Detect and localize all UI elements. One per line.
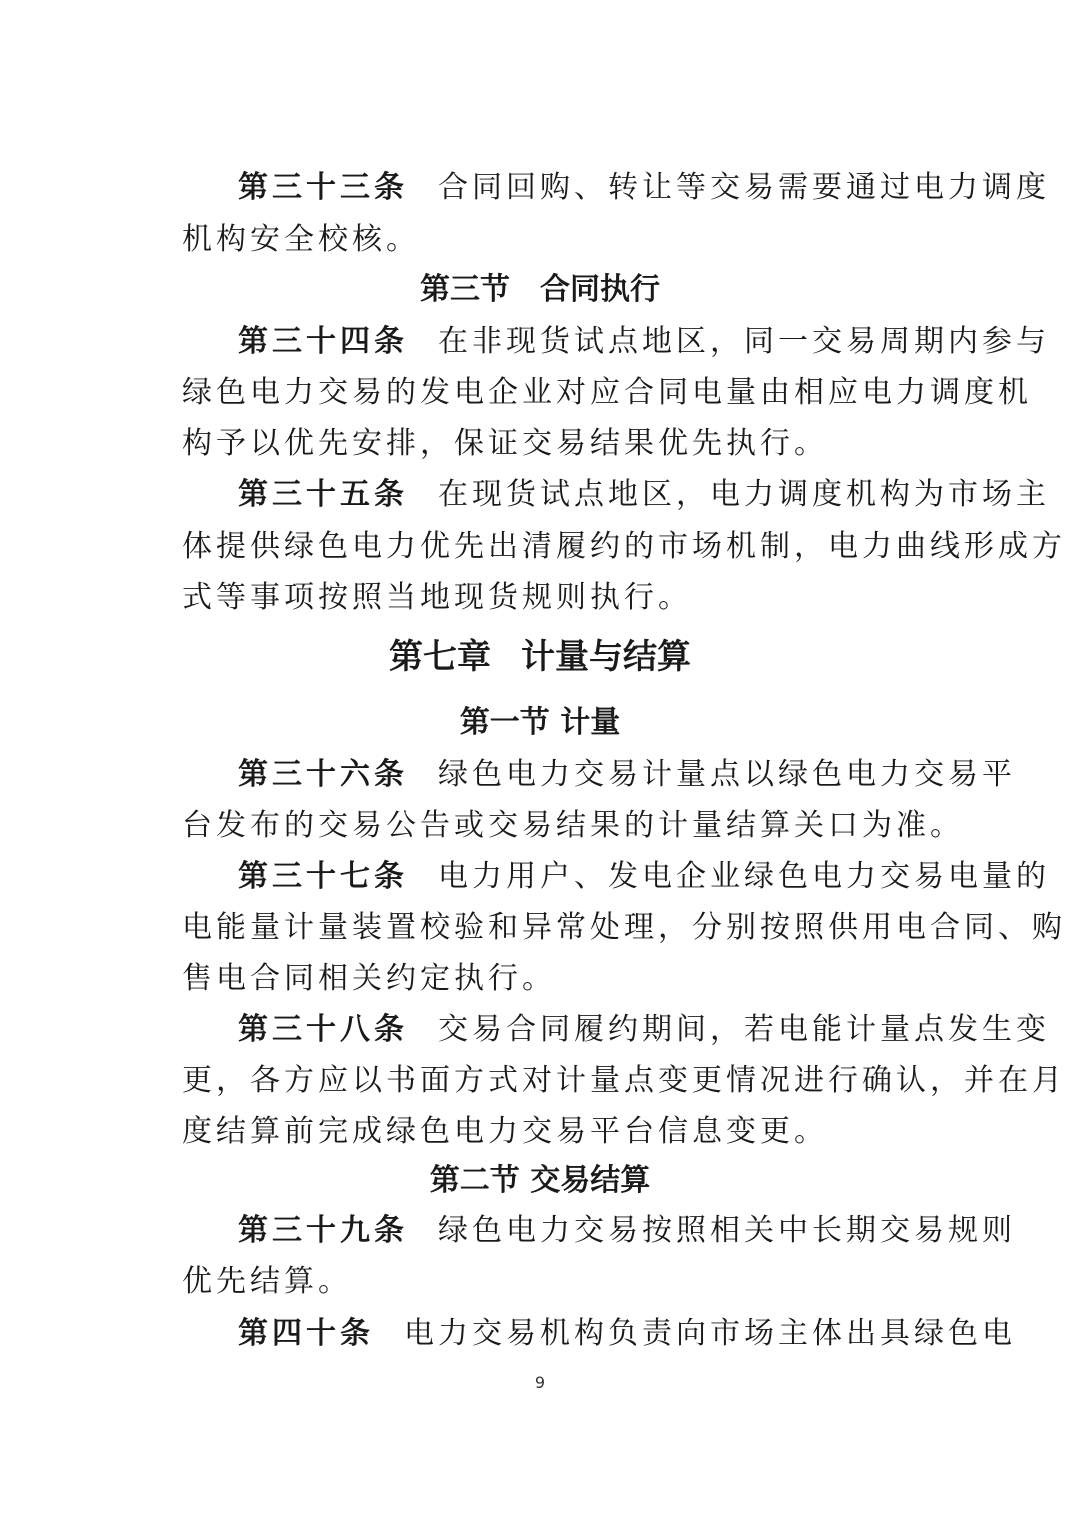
chapter-7-number: 第七章: [389, 637, 491, 677]
article-37-number: 第三十七条: [238, 859, 408, 894]
article-39-number: 第三十九条: [238, 1213, 408, 1248]
section-3-title: 合同执行: [540, 272, 660, 307]
article-34-line-2: 绿色电力交易的发电企业对应合同电量由相应电力调度机: [182, 375, 1032, 410]
article-33-number: 第三十三条: [238, 170, 408, 205]
article-34-number: 第三十四条: [238, 324, 408, 359]
article-35-text: 在现货试点地区，电力调度机构为市场主: [438, 477, 1050, 512]
article-35-number: 第三十五条: [238, 477, 408, 512]
article-40-number: 第四十条: [238, 1316, 374, 1351]
article-38-line-3: 度结算前完成绿色电力交易平台信息变更。: [182, 1114, 828, 1149]
article-38-text: 交易合同履约期间，若电能计量点发生变: [438, 1012, 1050, 1047]
article-40-line-1: [238, 1314, 1016, 1354]
chapter-7-heading: [0, 634, 1080, 680]
article-39-line-1: [238, 1211, 1016, 1251]
article-39-line-2: 优先结算。: [182, 1264, 352, 1299]
article-34-line-1: [238, 322, 1050, 362]
article-37-line-2: 电能量计量装置校验和异常处理，分别按照供用电合同、购: [182, 910, 1066, 945]
article-34-line-3: 构予以优先安排，保证交易结果优先执行。: [182, 426, 828, 461]
section-1-number: 第一节: [459, 705, 550, 740]
article-40-text: 电力交易机构负责向市场主体出具绿色电: [404, 1316, 1016, 1351]
article-33-line-1: [238, 168, 1050, 208]
article-35-line-3: 式等事项按照当地现货规则执行。: [182, 580, 692, 615]
article-35-line-1: [238, 475, 1050, 515]
article-34-text: 在非现货试点地区，同一交易周期内参与: [438, 324, 1050, 359]
article-37-line-3: 售电合同相关约定执行。: [182, 961, 556, 996]
chapter-7-title: 计量与结算: [521, 637, 691, 677]
section-1-title: 计量: [560, 705, 621, 740]
section-3-number: 第三节: [420, 272, 510, 307]
section-1-heading: [0, 703, 1080, 743]
article-36-line-1: [238, 755, 1016, 795]
section-2-title: 交易结算: [530, 1163, 651, 1198]
article-33-line-2: 机构安全校核。: [182, 222, 420, 257]
article-38-number: 第三十八条: [238, 1012, 408, 1047]
section-3-heading: [0, 270, 1080, 310]
section-2-heading: [0, 1161, 1080, 1201]
article-36-text: 绿色电力交易计量点以绿色电力交易平: [438, 757, 1016, 792]
article-37-text: 电力用户、发电企业绿色电力交易电量的: [438, 859, 1050, 894]
article-35-line-2: 体提供绿色电力优先出清履约的市场机制，电力曲线形成方: [182, 529, 1066, 564]
article-33-text: 合同回购、转让等交易需要通过电力调度: [438, 170, 1050, 205]
article-39-text: 绿色电力交易按照相关中长期交易规则: [438, 1213, 1016, 1248]
article-38-line-2: 更，各方应以书面方式对计量点变更情况进行确认，并在月: [182, 1063, 1066, 1098]
article-37-line-1: [238, 857, 1050, 897]
article-36-line-2: 台发布的交易公告或交易结果的计量结算关口为准。: [182, 808, 964, 843]
page-number: 9: [534, 1373, 546, 1392]
article-38-line-1: [238, 1010, 1050, 1050]
article-36-number: 第三十六条: [238, 757, 408, 792]
section-2-number: 第二节: [429, 1163, 520, 1198]
